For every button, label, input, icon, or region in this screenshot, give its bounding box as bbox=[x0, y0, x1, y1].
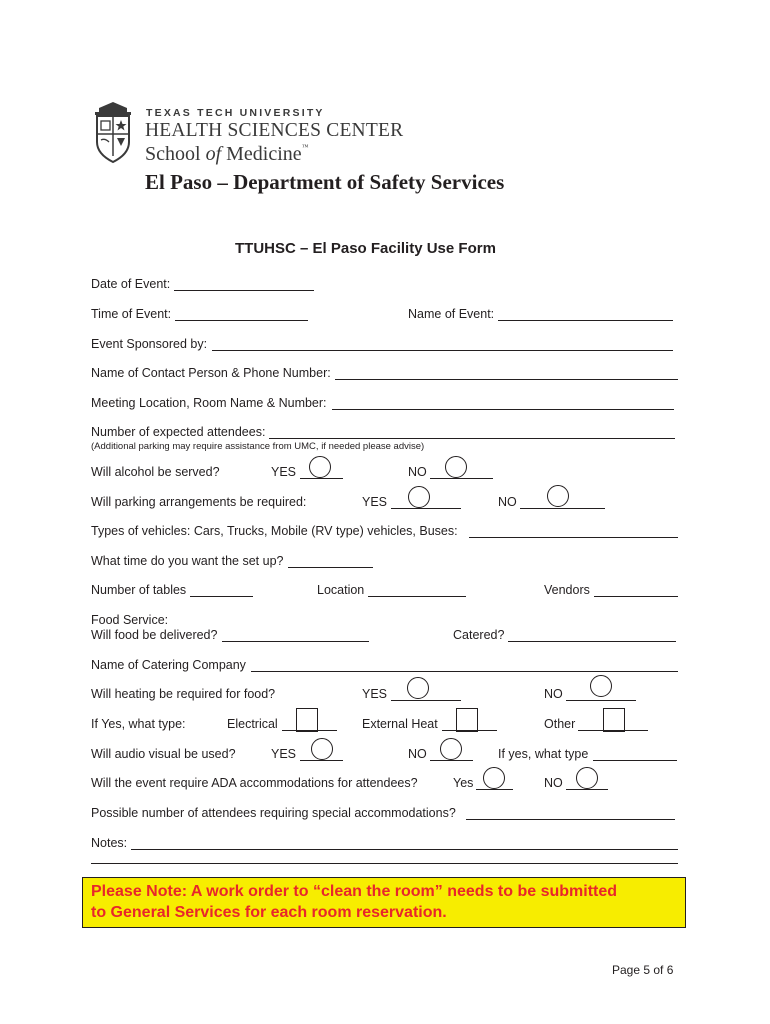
notice-line-2: to General Services for each room reservation. bbox=[91, 904, 447, 921]
alcohol-no-label: NO bbox=[408, 465, 427, 479]
ada-label: Will the event require ADA accommodations for attendees? bbox=[91, 776, 418, 790]
form-title: TTUHSC – El Paso Facility Use Form bbox=[235, 240, 496, 257]
center-name: HEALTH SCIENCES CENTER bbox=[145, 120, 404, 141]
time-field[interactable] bbox=[175, 320, 308, 321]
av-yes-line bbox=[300, 760, 343, 761]
ada-yes-line bbox=[476, 789, 513, 790]
table-location-label: Location bbox=[317, 583, 365, 597]
food-service-label: Food Service: bbox=[91, 613, 169, 627]
event-name-label: Name of Event: bbox=[408, 307, 495, 321]
notice-box bbox=[82, 877, 686, 928]
food-delivered-label: Will food be delivered? bbox=[91, 628, 218, 642]
alcohol-no-radio[interactable] bbox=[445, 456, 467, 478]
catering-company-field[interactable] bbox=[251, 671, 678, 672]
notice-line-1: Please Note: A work order to “clean the room” needs to be submitted bbox=[91, 883, 618, 900]
alcohol-yes-line bbox=[300, 478, 343, 479]
parking-no-line bbox=[520, 508, 605, 509]
contact-label: Name of Contact Person & Phone Number: bbox=[91, 366, 331, 380]
parking-yes-line bbox=[391, 508, 461, 509]
heating-no-label: NO bbox=[544, 687, 563, 701]
av-no-radio[interactable] bbox=[440, 738, 462, 760]
other-checkbox[interactable] bbox=[603, 708, 625, 732]
event-name-field[interactable] bbox=[498, 320, 673, 321]
av-yes-radio[interactable] bbox=[311, 738, 333, 760]
ada-yes-label: Yes bbox=[453, 776, 474, 790]
ada-yes-radio[interactable] bbox=[483, 767, 505, 789]
special-accommodations-label: Possible number of attendees requiring special accommodations? bbox=[91, 806, 456, 820]
heating-no-line bbox=[566, 700, 636, 701]
external-heat-label: External Heat bbox=[362, 717, 438, 731]
parking-no-radio[interactable] bbox=[547, 485, 569, 507]
location-label: Meeting Location, Room Name & Number: bbox=[91, 396, 327, 410]
ada-no-line bbox=[566, 789, 608, 790]
attendees-label: Number of expected attendees: bbox=[91, 425, 266, 439]
parking-yes-radio[interactable] bbox=[408, 486, 430, 508]
heating-no-radio[interactable] bbox=[590, 675, 612, 697]
other-label: Other bbox=[544, 717, 576, 731]
parking-no-label: NO bbox=[498, 495, 517, 509]
vendors-label: Vendors bbox=[544, 583, 590, 597]
heating-yes-line bbox=[391, 700, 461, 701]
school-name: School of Medicine™ bbox=[145, 143, 309, 165]
parking-label: Will parking arrangements be required: bbox=[91, 495, 307, 509]
sponsor-label: Event Sponsored by: bbox=[91, 337, 208, 351]
vehicles-field[interactable] bbox=[469, 537, 678, 538]
notes-field-line-2[interactable] bbox=[91, 863, 678, 864]
alcohol-no-line bbox=[430, 478, 493, 479]
heating-label: Will heating be required for food? bbox=[91, 687, 276, 701]
catering-company-label: Name of Catering Company bbox=[91, 658, 246, 672]
university-name: TEXAS TECH UNIVERSITY bbox=[146, 107, 325, 119]
tables-label: Number of tables bbox=[91, 583, 187, 597]
heating-type-label: If Yes, what type: bbox=[91, 717, 186, 731]
sponsor-field[interactable] bbox=[212, 350, 673, 351]
food-delivered-field[interactable] bbox=[222, 641, 369, 642]
table-location-field[interactable] bbox=[368, 596, 466, 597]
heating-yes-label: YES bbox=[362, 687, 388, 701]
notes-label: Notes: bbox=[91, 836, 128, 850]
av-type-label: If yes, what type bbox=[498, 747, 589, 761]
electrical-label: Electrical bbox=[227, 717, 278, 731]
av-type-field[interactable] bbox=[593, 760, 677, 761]
special-accommodations-field[interactable] bbox=[466, 819, 675, 820]
setup-label: What time do you want the set up? bbox=[91, 554, 284, 568]
av-no-label: NO bbox=[408, 747, 427, 761]
logo bbox=[91, 100, 135, 166]
alcohol-label: Will alcohol be served? bbox=[91, 465, 220, 479]
heating-yes-radio[interactable] bbox=[407, 677, 429, 699]
av-yes-label: YES bbox=[271, 747, 297, 761]
notes-field[interactable] bbox=[131, 849, 678, 850]
vendors-field[interactable] bbox=[594, 596, 678, 597]
date-field[interactable] bbox=[174, 290, 314, 291]
vehicles-label: Types of vehicles: Cars, Trucks, Mobile (RV type) vehicles, Buses: bbox=[91, 524, 458, 538]
page-number: Page 5 of 6 bbox=[612, 963, 674, 977]
tables-field[interactable] bbox=[190, 596, 253, 597]
contact-field[interactable] bbox=[335, 379, 678, 380]
setup-field[interactable] bbox=[288, 567, 373, 568]
parking-yes-label: YES bbox=[362, 495, 388, 509]
catered-field[interactable] bbox=[508, 641, 676, 642]
date-label: Date of Event: bbox=[91, 277, 171, 291]
time-label: Time of Event: bbox=[91, 307, 172, 321]
alcohol-yes-radio[interactable] bbox=[309, 456, 331, 478]
av-label: Will audio visual be used? bbox=[91, 747, 236, 761]
meeting-location-field[interactable] bbox=[332, 409, 674, 410]
catered-label: Catered? bbox=[453, 628, 505, 642]
av-no-line bbox=[430, 760, 473, 761]
department-title: El Paso – Department of Safety Services bbox=[145, 170, 505, 194]
alcohol-yes-label: YES bbox=[271, 465, 297, 479]
tech-seal-icon bbox=[91, 100, 135, 166]
electrical-checkbox[interactable] bbox=[296, 708, 318, 732]
attendees-note: (Additional parking may require assistance from UMC, if needed please advise) bbox=[91, 441, 425, 452]
ada-no-label: NO bbox=[544, 776, 563, 790]
external-heat-checkbox[interactable] bbox=[456, 708, 478, 732]
ada-no-radio[interactable] bbox=[576, 767, 598, 789]
